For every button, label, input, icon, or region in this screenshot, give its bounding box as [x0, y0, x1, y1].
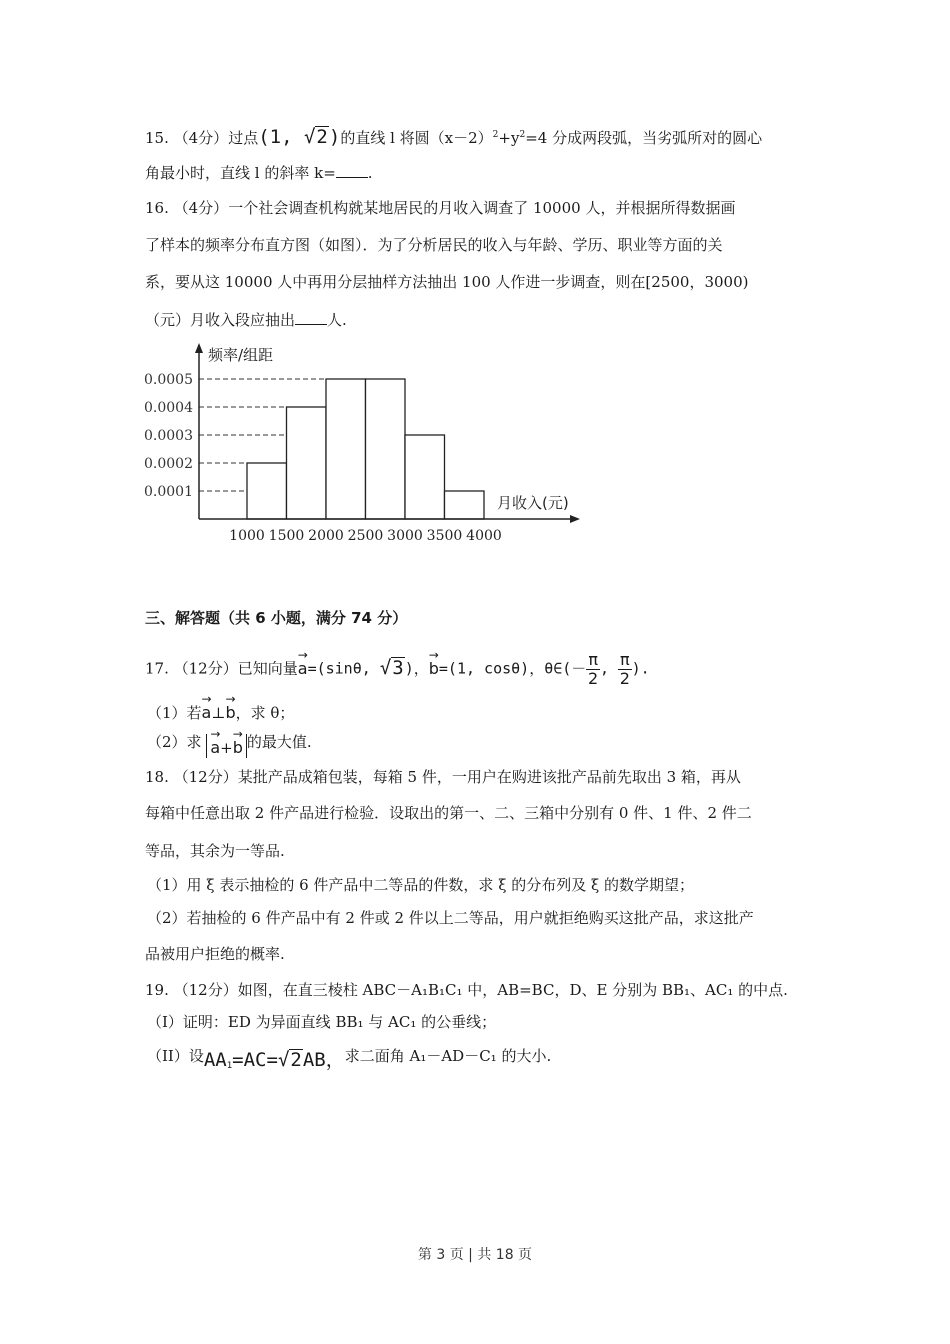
question-score: （4分） [173, 129, 229, 147]
question-18-part-2-cont: 品被用户拒绝的概率. [145, 945, 285, 963]
chart-bars [247, 379, 484, 519]
vector-a: → a [298, 655, 308, 679]
question-18-line-3: 等品，其余为一等品. [145, 842, 285, 860]
question-number: 18. [145, 768, 169, 786]
y-tick-labels [144, 372, 193, 500]
question-number: 15. [145, 129, 169, 147]
point-expression: (1, √2) [258, 126, 341, 148]
question-15-line-2: 角最小时，直线 l 的斜率 k= . [145, 164, 373, 182]
svg-text:0.0002: 0.0002 [144, 456, 193, 472]
x-tick-labels [229, 528, 502, 544]
y-axis-arrow-icon [195, 343, 203, 353]
question-text: 的直线 l 将圆（x－2） [340, 129, 493, 147]
svg-text:0.0001: 0.0001 [144, 484, 193, 500]
question-18-line-1: 18. （12分）某批产品成箱包装，每箱 5 件，一用户在购进该批产品前先取出 3 箱，再从 [145, 768, 741, 786]
svg-text:3500: 3500 [426, 528, 463, 544]
svg-text:4000: 4000 [466, 528, 502, 544]
question-18-part-2: （2）若抽检的 6 件产品中有 2 件或 2 件以上二等品，用户就拒绝购买这批产品，求这批产 [147, 909, 754, 927]
question-17-part-2: （2）求 → a+→ b 的最大值. [147, 732, 312, 758]
svg-text:2000: 2000 [308, 528, 344, 544]
frequency-histogram [140, 340, 590, 560]
question-18-part-1: （1）用 ξ 表示抽检的 6 件产品中二等品的件数，求 ξ 的分布列及 ξ 的数学期望； [147, 876, 695, 894]
question-score: （12分） [173, 768, 238, 786]
svg-text:0.0004: 0.0004 [144, 400, 193, 416]
question-text: （元）月收入段应抽出 [145, 311, 296, 329]
histogram-bar [287, 407, 327, 519]
question-number: 19. [145, 981, 169, 999]
question-number: 17. [145, 659, 169, 678]
svg-text:3000: 3000 [387, 528, 423, 544]
question-score: （4分） [173, 199, 229, 217]
question-17-part-1: （1）若→ a⊥→ b，求 θ； [147, 699, 294, 723]
absolute-value: → a+→ b [206, 734, 247, 758]
question-18-line-2: 每箱中任意出取 2 件产品进行检验．设取出的第一、二、三箱中分别有 0 件、1 件、2 件二 [145, 804, 752, 822]
x-axis-arrow-icon [570, 515, 580, 523]
question-15-line-1: 15. （4分）过点(1, √2)的直线 l 将圆$(x-2)^2+y^2=4$ 分成两段弧，当劣弧所对的圆心 [145, 126, 763, 148]
question-number: 16. [145, 199, 169, 217]
svg-text:2500: 2500 [347, 528, 384, 544]
vector-b: → b [429, 655, 439, 679]
svg-text:1500: 1500 [268, 528, 305, 544]
histogram-bar [405, 435, 445, 519]
question-16-line-2: 了样本的频率分布直方图（如图）．为了分析居民的收入与年龄、学历、职业等方面的关 [145, 236, 723, 254]
question-16-line-3: 系，要从这 10000 人中再用分层抽样方法抽出 100 人作进一步调查，则在[2500，3000) [145, 273, 749, 291]
svg-text:0.0003: 0.0003 [144, 428, 193, 444]
question-text: 过点 [228, 129, 259, 147]
section-heading: 三、解答题（共 6 小题，满分 74 分） [145, 609, 408, 627]
question-text: 一个社会调查机构就某地居民的月收入调查了 10000 人，并根据所得数据画 [228, 199, 736, 217]
question-16-line-1 [145, 198, 735, 218]
question-16-line-4: （元）月收入段应抽出 人. [145, 311, 347, 329]
question-19-part-2: （II）设$AA_1=AC=√2AB$，求二面角 A₁－AD－C₁ 的大小. [147, 1047, 552, 1071]
question-text: 角最小时，直线 l 的斜率 k= [145, 164, 336, 182]
fraction-pi-over-2: $\frac{\pi}{2}$ [619, 650, 630, 688]
svg-text:0.0005: 0.0005 [144, 372, 193, 388]
histogram-bar [247, 463, 287, 519]
answer-blank[interactable] [336, 163, 368, 178]
histogram-bar [366, 379, 406, 519]
question-19-part-1: （I）证明：ED 为异面直线 BB₁ 与 AC₁ 的公垂线； [147, 1013, 497, 1031]
page-footer: 第 3 页 | 共 18 页 [417, 1247, 533, 1263]
question-score: （12分） [173, 981, 238, 999]
histogram-bar [445, 491, 485, 519]
question-19-line-1: 19. （12分）如图，在直三棱柱 ABC－A₁B₁C₁ 中，AB=BC，D、E 分别为 BB₁、AC₁ 的中点. [145, 981, 788, 999]
question-score: （12分） [173, 659, 238, 678]
question-17-line-1: 17. （12分）已知向量→ a=(sinθ, √3)，→ b=(1, cosθ)，θ∈(－ $\frac{\pi}{2}$ , $\frac{\pi}{2}$ ). [145, 651, 650, 688]
x-axis-label: 月收入(元) [497, 494, 569, 512]
histogram-bar [326, 379, 366, 519]
fraction-pi-over-2: $\frac{\pi}{2}$ [588, 650, 599, 688]
svg-text:1000: 1000 [229, 528, 265, 544]
y-axis-label: 频率/组距 [208, 346, 274, 364]
answer-blank[interactable] [295, 310, 327, 325]
condition-expression: $AA_1=AC=√2AB$， [203, 1049, 345, 1071]
